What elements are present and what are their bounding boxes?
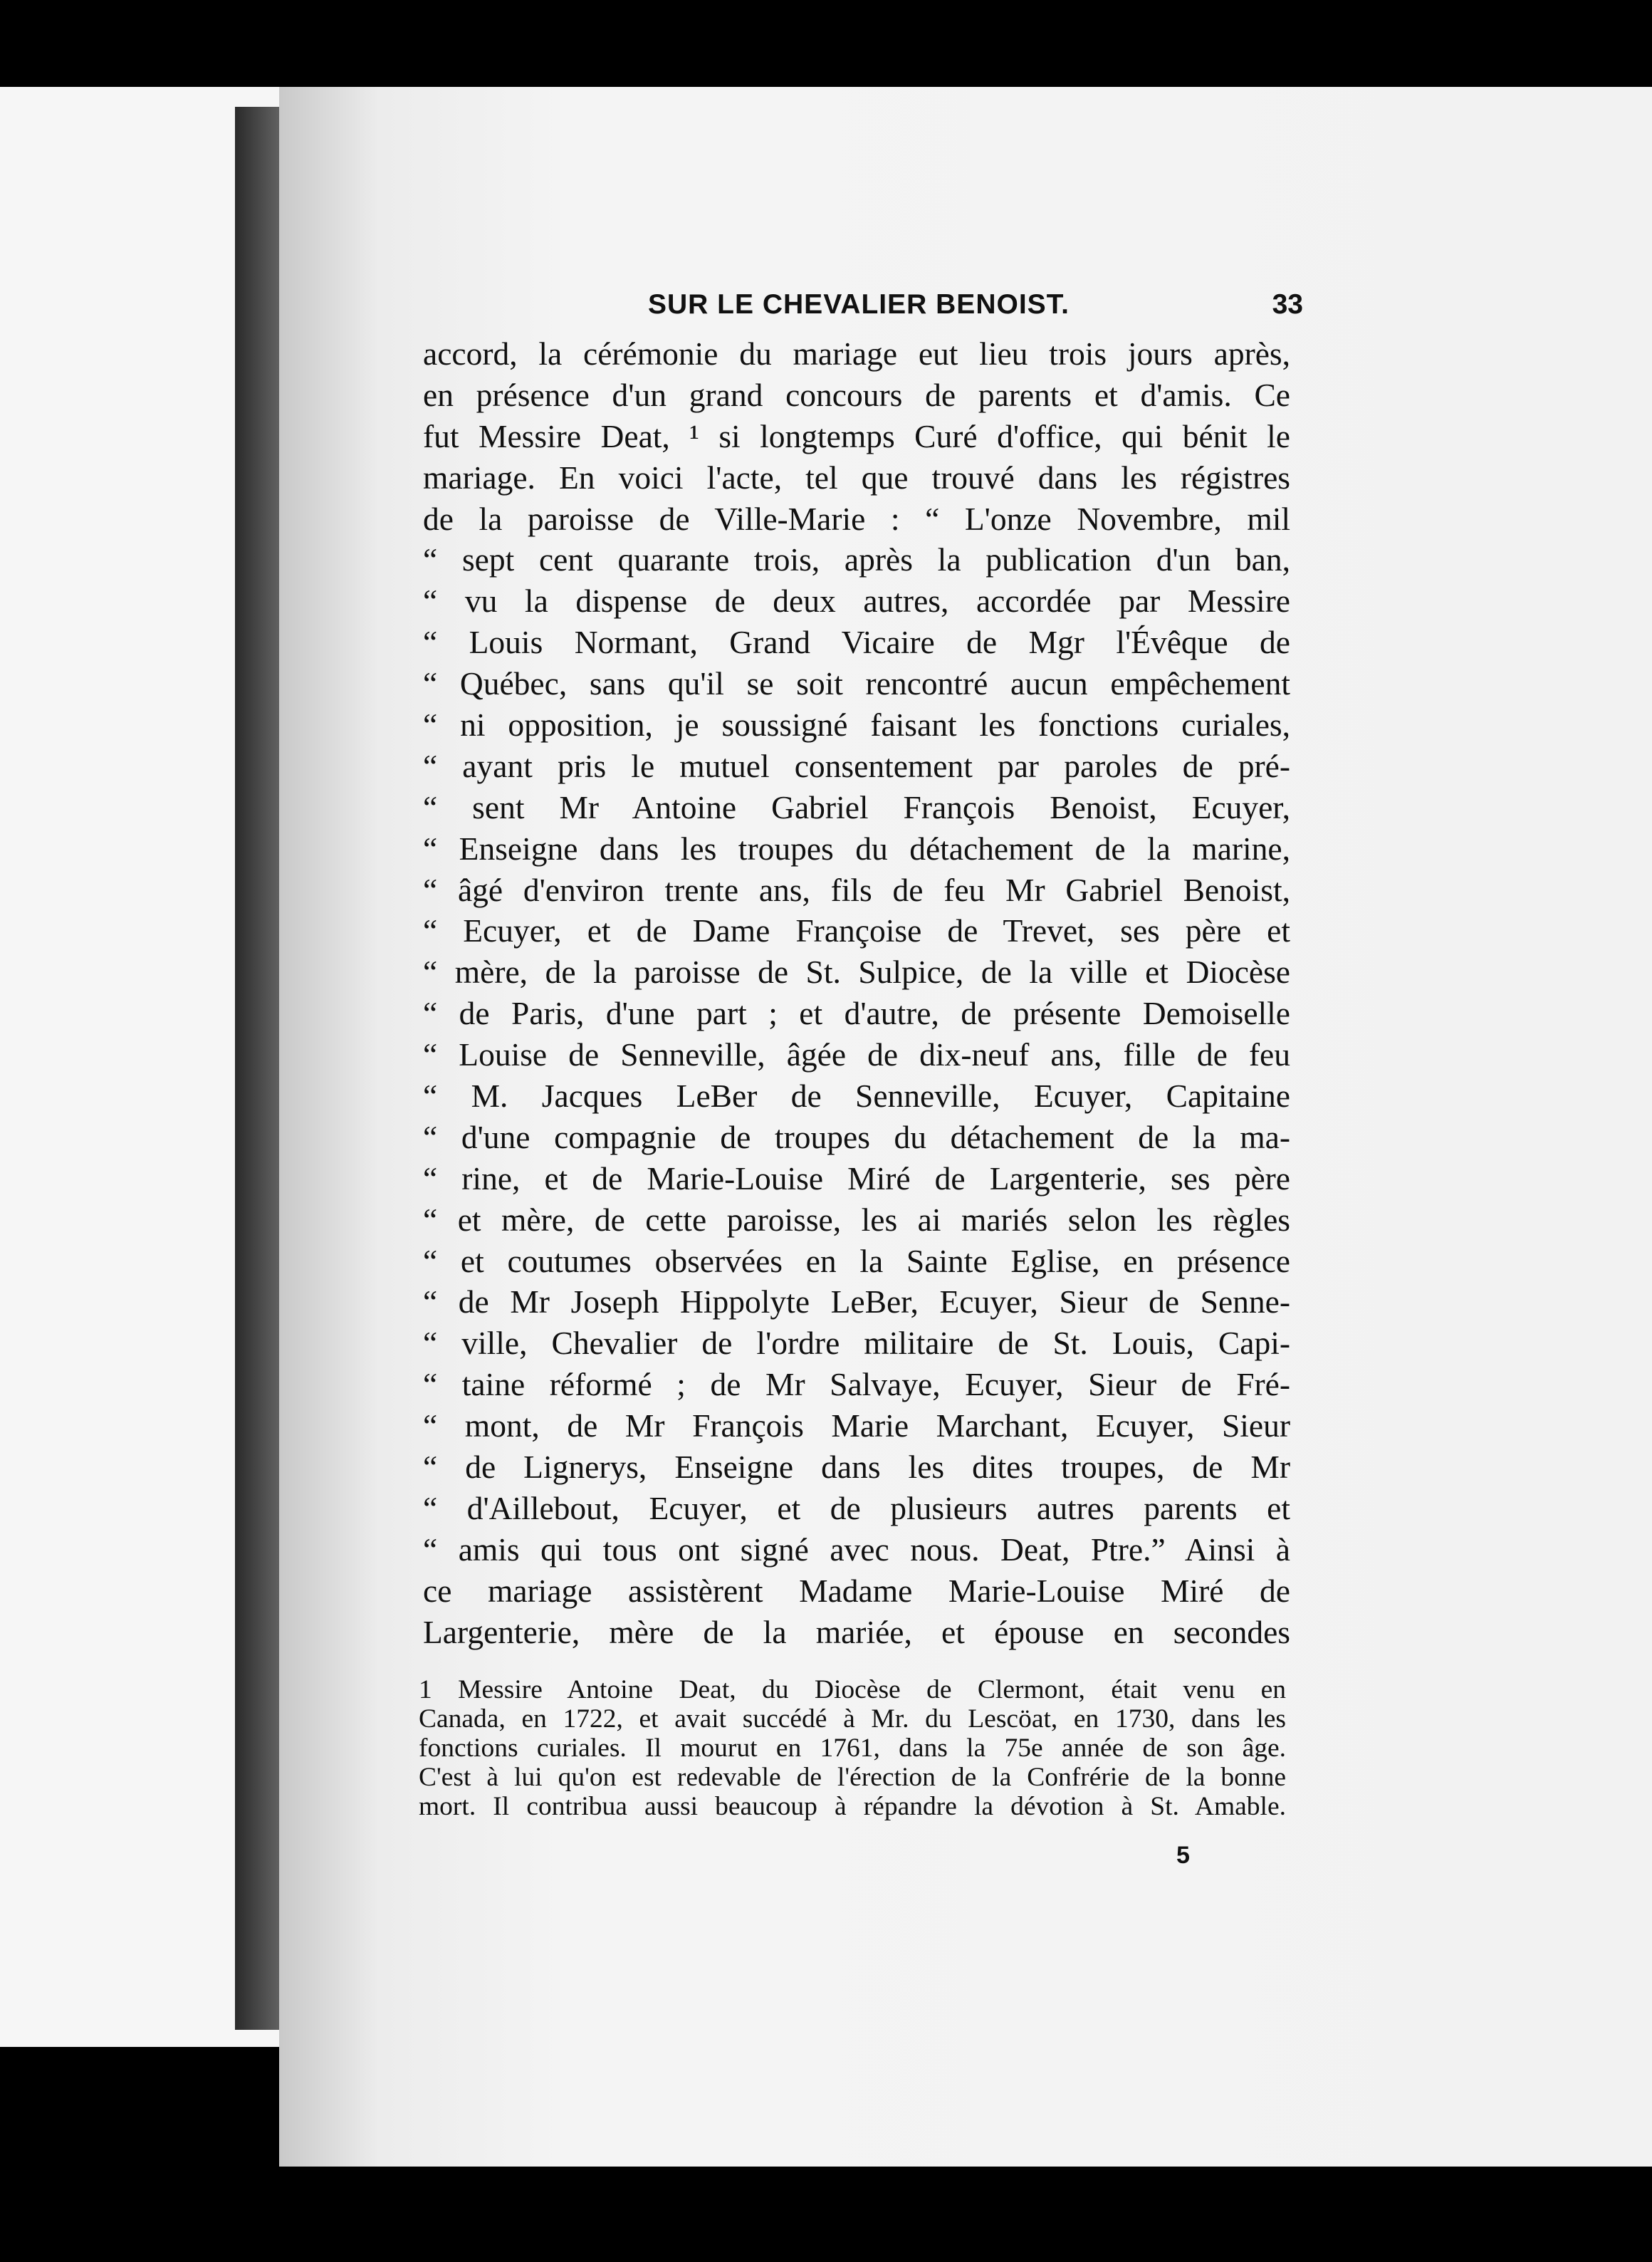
text-line: “ mont, de Mr François Marie Marchant, Ecuyer, Sieur xyxy=(423,1407,1290,1444)
text-line: “ Québec, sans qu'il se soit rencontré aucun empêchement xyxy=(423,665,1290,702)
text-line: “ Enseigne dans les troupes du détachement de la marine, xyxy=(423,830,1290,867)
text-line: “ Louis Normant, Grand Vicaire de Mgr l'Évêque de xyxy=(423,624,1290,661)
signature-mark: 5 xyxy=(1176,1842,1190,1869)
text-line: “ mère, de la paroisse de St. Sulpice, de la ville et Diocèse xyxy=(423,954,1290,991)
text-line: “ de Lignerys, Enseigne dans les dites troupes, de Mr xyxy=(423,1449,1290,1486)
text-line: “ ni opposition, je soussigné faisant les fonctions curiales, xyxy=(423,707,1290,744)
text-line: “ et coutumes observées en la Sainte Eglise, en présence xyxy=(423,1242,1290,1279)
page-number: 33 xyxy=(1272,289,1303,320)
text-line: “ amis qui tous ont signé avec nous. Deat, Ptre.” Ainsi à xyxy=(423,1531,1290,1568)
text-line: “ sept cent quarante trois, après la publication d'un ban, xyxy=(423,541,1290,578)
text-line: “ d'une compagnie de troupes du détachement de la ma- xyxy=(423,1118,1290,1155)
text-line: ce mariage assistèrent Madame Marie-Louise Miré de xyxy=(423,1572,1290,1609)
text-line: fut Messire Deat, ¹ si longtemps Curé d'office, qui bénit le xyxy=(423,417,1290,454)
text-line: “ vu la dispense de deux autres, accordée par Messire xyxy=(423,583,1290,620)
text-line: en présence d'un grand concours de parents et d'amis. Ce xyxy=(423,376,1290,413)
footnote-line: fonctions curiales. Il mourut en 1761, dans la 75e année de son âge. xyxy=(419,1734,1286,1763)
text-line: mariage. En voici l'acte, tel que trouvé dans les régistres xyxy=(423,459,1290,496)
text-line: “ de Mr Joseph Hippolyte LeBer, Ecuyer, Sieur de Senne- xyxy=(423,1283,1290,1320)
text-line: “ rine, et de Marie-Louise Miré de Largenterie, ses père xyxy=(423,1159,1290,1197)
text-line: “ âgé d'environ trente ans, fils de feu Mr Gabriel Benoist, xyxy=(423,871,1290,908)
footnote-line: Canada, en 1722, et avait succédé à Mr. du Lescöat, en 1730, dans les xyxy=(419,1704,1286,1734)
footnote-line: mort. Il contribua aussi beaucoup à répandre la dévotion à St. Amable. xyxy=(419,1792,1286,1821)
body-text xyxy=(423,333,1290,1653)
footnote-line: C'est à lui qu'on est redevable de l'érection de la Confrérie de la bonne xyxy=(419,1763,1286,1792)
text-line: “ Louise de Senneville, âgée de dix-neuf ans, fille de feu xyxy=(423,1036,1290,1073)
text-line: “ ayant pris le mutuel consentement par paroles de pré- xyxy=(423,747,1290,784)
page-header xyxy=(648,285,1303,328)
text-line: “ d'Aillebout, Ecuyer, et de plusieurs autres parents et xyxy=(423,1489,1290,1526)
text-line: “ M. Jacques LeBer de Senneville, Ecuyer, Capitaine xyxy=(423,1078,1290,1115)
footnote-line: 1 Messire Antoine Deat, du Diocèse de Clermont, était venu en xyxy=(419,1675,1286,1704)
text-line: Largenterie, mère de la mariée, et épouse en secondes xyxy=(423,1613,1290,1650)
text-line: “ sent Mr Antoine Gabriel François Benoist, Ecuyer, xyxy=(423,788,1290,825)
footnote xyxy=(419,1675,1286,1821)
text-line: accord, la cérémonie du mariage eut lieu trois jours après, xyxy=(423,335,1290,372)
running-title: SUR LE CHEVALIER BENOIST. xyxy=(648,289,1070,320)
text-line: “ ville, Chevalier de l'ordre militaire de St. Louis, Capi- xyxy=(423,1325,1290,1362)
text-line: “ et mère, de cette paroisse, les ai mariés selon les règles xyxy=(423,1201,1290,1238)
text-line: de la paroisse de Ville-Marie : “ L'onze Novembre, mil xyxy=(423,500,1290,537)
text-line: “ taine réformé ; de Mr Salvaye, Ecuyer, Sieur de Fré- xyxy=(423,1366,1290,1403)
text-line: “ de Paris, d'une part ; et d'autre, de présente Demoiselle xyxy=(423,995,1290,1032)
text-line: “ Ecuyer, et de Dame Françoise de Trevet, ses père et xyxy=(423,912,1290,949)
